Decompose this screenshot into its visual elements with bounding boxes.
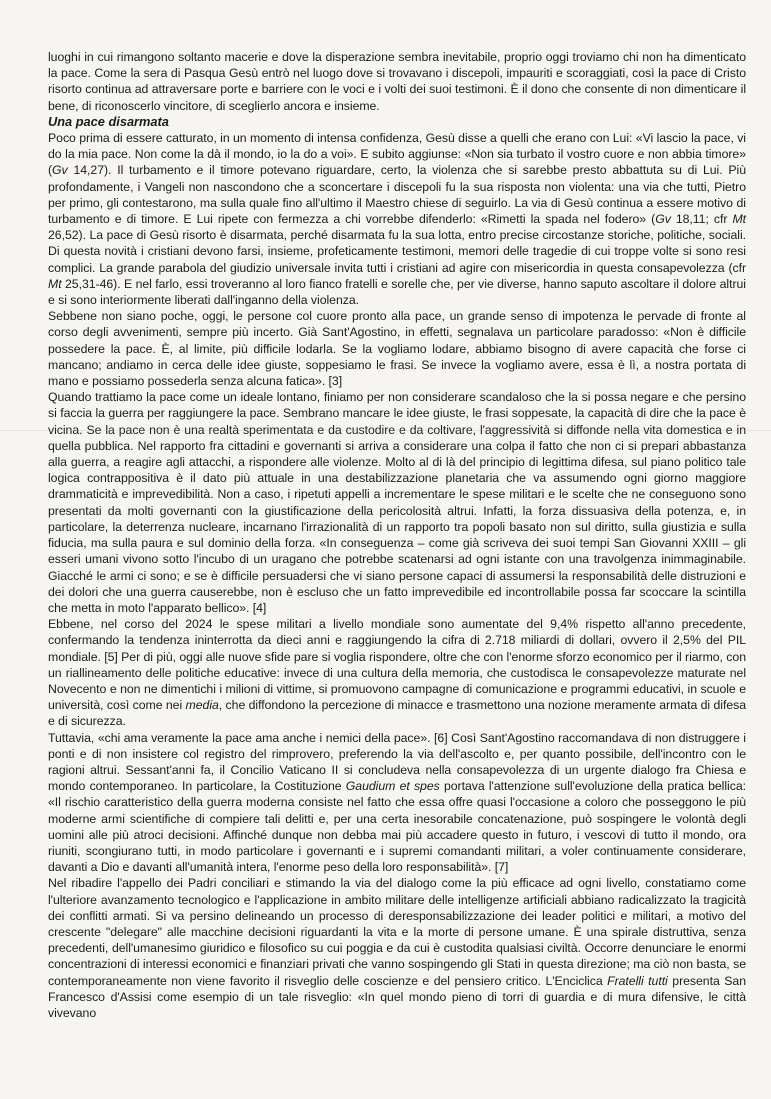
text-run: Quando trattiamo la pace come un ideale lontano, finiamo per non considerare scandaloso che la si possa negare e che persino si faccia la guerra per raggiungere la pace. Sembrano mancare le idee giuste, le frasi soppesate, la capacità di dire che la pace è vicina. Se la pace non è una realtà sperimentata e da custodire e da coltivare, l'aggressività si diffonde nella vita domestica e in quella pubblica. Nel rapporto fra cittadini e governanti si arriva a considerare una colpa il fatto che non ci si prepari abbastanza alla guerra, a reagire agli attacchi, a rispondere alle violenze. Molto al di là del principio di legittima difesa, sul piano politico tale logica contrappositiva è il dato più attuale in una destabilizzazione planetaria che va assumendo ogni giorno maggiore drammaticità e imprevedibilità. Non a caso, i ripetuti appelli a incrementare le spese militari e le scelte che ne conseguono sono presentati da molti governanti con la giustificazione della pericolosità altrui. Infatti, la forza dissuasiva della potenza, e, in particolare, la deterrenza nucleare, incarnano l'irrazionalità di un rapporto tra popoli basato non sul diritto, sulla giustizia e sulla fiducia, ma sulla paura e sul dominio della forza. «In conseguenza – come già scriveva dei suoi tempi San Giovanni XXIII – gli esseri umani vivono sotto l'incubo di un uragano che potrebbe scatenarsi ad ogni istante con una travolgenza inimmaginabile. Giacché le armi ci sono; e se è difficile persuadersi che vi siano persone capaci di assumersi la responsabilità delle distruzioni e dei dolori che una guerra causerebbe, non è escluso che un fatto imprevedibile ed incontrollabile possa far scoccare la scintilla che metta in moto l'apparato bellico». [4] [48, 390, 746, 615]
text-run: 26,52). La pace di Gesù risorto è disarmata, perché disarmata fu la sua lotta, entro precise circostanze storiche, politiche, sociali. Di questa novità i cristiani devono farsi, insieme, profeticamente testimoni, memori delle tragedie di cui troppe volte si sono resi complici. La grande parabola del giudizio universale invita tutti i cristiani ad agire con misericordia in questa consapevolezza (cfr [48, 228, 746, 275]
text-run: Poco prima di essere catturato, in un momento di intensa confidenza, Gesù disse a quelli che erano con Lui: «Vi lascio la pace, vi do la mia pace. Non come la dà il mondo, io la do a voi». E subito aggiunse: «Non sia turbato il vostro cuore e non abbia timore» ( [48, 131, 746, 178]
citation-abbrev: Mt [48, 276, 62, 291]
document-title: Gaudium et spes [345, 779, 440, 794]
text-run: luoghi in cui rimangono soltanto macerie e dove la disperazione sembra inevitabile, proprio oggi troviamo chi non ha dimenticato la pace. Come la sera di Pasqua Gesù entrò nel luogo dove si trovavano i discepoli, impauriti e scoraggiati, così la pace di Cristo risorto continua ad attraversare porte e barriere con le voci e i volti dei suoi testimoni. È il dono che consente di non dimenticare il bene, di riconoscerlo vincitore, di sceglierlo ancora e insieme. [48, 50, 746, 113]
italic-term: media [185, 698, 219, 713]
text-run: Sebbene non siano poche, oggi, le persone col cuore pronto alla pace, un grande senso di impotenza le pervade di fronte al corso degli avvenimenti, sempre più incerto. Già Sant'Agostino, in effetti, segnalava un particolare paradosso: «Non è difficile possedere la pace. È, al limite, più difficile lodarla. Se la vogliamo lodare, abbiamo bisogno di avere capacità che forse ci mancano; andiamo in cerca delle idee giuste, soppesiamo le frasi. Se invece la vogliamo avere, essa è lì, a nostra portata di mano e possiamo possederla senza alcuna fatica». [3] [48, 309, 746, 389]
paragraph-distant-ideal [48, 389, 746, 616]
text-run: presenta San Francesco d'Assisi come esempio di un tale risveglio: «In quel mondo pieno di torri di guardia e di mura difensive, le città vivevano [48, 973, 746, 1020]
heading-text: Una pace disarmata [48, 113, 169, 129]
paragraph-council-dialogue [48, 730, 746, 876]
paragraph-augustine-paradox [48, 308, 746, 389]
section-heading [48, 114, 746, 130]
paper-fold-line [0, 430, 771, 431]
document-title: Fratelli tutti [607, 973, 668, 988]
paragraph-intro [48, 49, 746, 114]
citation-abbrev: Mt [732, 212, 746, 227]
text-run: Tuttavia, «chi ama veramente la pace ama anche i nemici della pace». [6] Così Sant'Agostino raccomandava di non distruggere i ponti e di non insistere col registro del rimprovero, preferendo la via dell'ascolto e, per quanto possibile, dell'incontro con le ragioni altrui. Sessant'anni fa, il Concilio Vaticano II si concludeva nella consapevolezza di un urgente dialogo fra Chiesa e mondo contemporaneo. In particolare, la Costituzione [48, 730, 746, 794]
text-run: 14,27). Il turbamento e il timore potevano riguardare, certo, la violenza che si sarebbe presto abbattuta su di Lui. Più profondamente, i Vangeli non nascondono che a sconcertare i discepoli fu la sua risposta non violenta: una via che tutti, Pietro per primo, gli contestarono, ma sulla quale fino all'ultimo il Maestro chiese di seguirlo. La via di Gesù continua a essere motivo di turbamento e di timore. E Lui ripete con fermezza a chi vorrebbe difenderlo: «Rimetti la spada nel fodero» ( [48, 163, 746, 227]
text-run: Ebbene, nel corso del 2024 le spese militari a livello mondiale sono aumentate del 9,4% rispetto all'anno precedente, confermando la tendenza ininterrotta da dieci anni e raggiungendo la cifra di 2.718 miliardi di dollari, ovvero il 2,5% del PIL mondiale. [5] Per di più, oggi alle nuove sfide pare si voglia rispondere, oltre che con l'enorme sforzo economico per il riarmo, con un riallineamento delle politiche educative: invece di una cultura della memoria, che custodisca le consapevolezze maturate nel Novecento e non ne dimentichi i milioni di vittime, si promuovono campagne di comunicazione e programmi educativi, in scuole e università, così come nei [48, 617, 746, 713]
paragraph-technology-ai [48, 875, 746, 1021]
text-run: 18,11; cfr [670, 212, 733, 227]
citation-abbrev: Gv [655, 212, 671, 227]
text-run: Nel ribadire l'appello dei Padri conciliari e stimando la via del dialogo come la più efficace ad ogni livello, constatiamo come l'ulteriore avanzamento tecnologico e l'applicazione in ambito militare delle intelligenze artificiali abbiano radicalizzato la tragicità dei conflitti armati. Si va persino delineando un processo di deresponsabilizzazione dei leader politici e militari, a motivo del crescente "delegare" alle macchine decisioni riguardanti la vita e la morte di persone umane. È una spirale distruttiva, senza precedenti, dell'umanesimo giuridico e filosofico su cui poggia e da cui è custodita qualsiasi civiltà. Occorre denunciare le enormi concentrazioni di interessi economici e finanziari privati che vanno sospingendo gli Stati in questa direzione; ma ciò non basta, se contemporaneamente non viene favorito il risveglio delle coscienze e del pensiero critico. L'Enciclica [48, 876, 746, 988]
text-run: portava l'attenzione sull'evoluzione della pratica bellica: «Il rischio caratteristico della guerra moderna consiste nel fatto che essa offre quasi l'occasione a coloro che posseggono le più moderne armi scientifiche di compiere tali delitti e, per una certa inesorabile concatenazione, può sospingere le volontà degli uomini alle più atroci decisioni. Affinché dunque non debba mai più accadere questo in futuro, i vescovi di tutto il mondo, ora riuniti, scongiurano tutti, in modo particolare i governanti e i supremi comandanti militari, a voler continuamente considerare, davanti a Dio e davanti all'umanità intera, l'enorme peso della loro responsabilità». [7] [48, 779, 746, 875]
paragraph-gospel-peace [48, 130, 746, 308]
citation-abbrev: Gv [52, 163, 68, 178]
paragraph-military-spending [48, 616, 746, 729]
text-run: 25,31-46). E nel farlo, essi troveranno al loro fianco fratelli e sorelle che, per vie diverse, hanno saputo ascoltare il dolore altrui e si sono interiormente liberati dall'inganno della violenza. [48, 276, 746, 308]
text-run: , che diffondono la percezione di minacce e trasmettono una nozione meramente armata di difesa e di sicurezza. [48, 698, 747, 729]
